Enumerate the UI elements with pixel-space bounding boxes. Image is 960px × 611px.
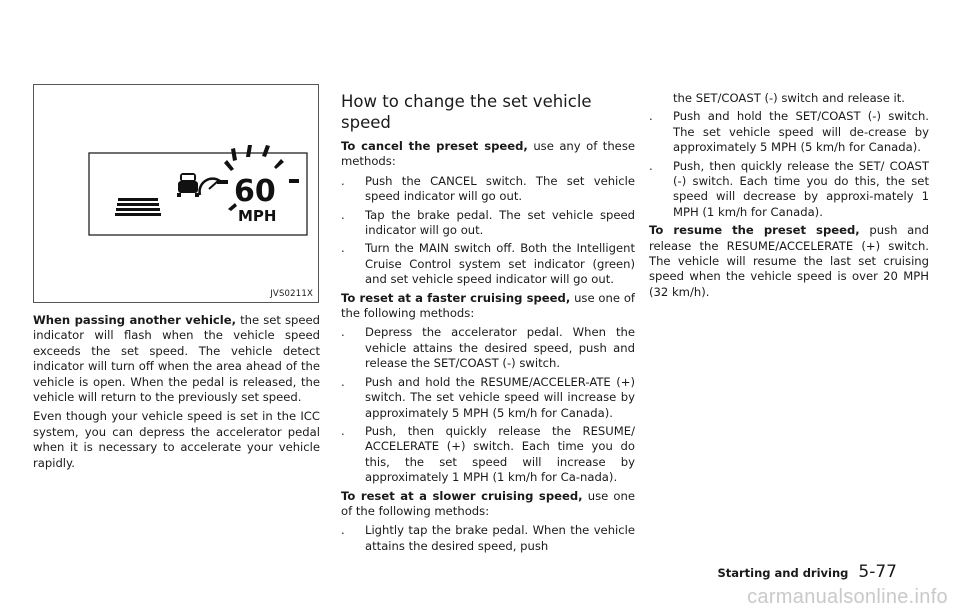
list-item-text: Depress the accelerator pedal. When the vehicle attains the desired speed, push and release the SET/COAST (-) switch. bbox=[365, 325, 635, 371]
bullet-mark: . bbox=[341, 423, 345, 438]
list-item bbox=[649, 159, 929, 221]
bullet-mark: . bbox=[341, 207, 345, 222]
right-column bbox=[649, 91, 929, 304]
page-footer bbox=[717, 562, 897, 582]
cancel-text: use any of these methods: bbox=[341, 139, 635, 169]
accelerate-paragraph: Even though your vehicle speed is set in the ICC system, you can depress the accelerator pedal when it is necessary to accelerate your vehicle rapidly. bbox=[33, 409, 320, 470]
speed-unit-label: MPH bbox=[238, 207, 277, 225]
faster-text: use one of the following methods: bbox=[341, 290, 635, 321]
list-item-text: the SET/COAST (-) switch and release it. bbox=[673, 91, 905, 105]
bullet-mark: . bbox=[341, 374, 345, 389]
list-item-text: Turn the MAIN switch off. Both the Intelligent Cruise Control system set indicator (green) and set vehicle speed indicator will go out. bbox=[365, 241, 635, 287]
watermark-text: carmanualsonline.info bbox=[747, 586, 948, 608]
speedometer-icon bbox=[200, 179, 220, 195]
list-item bbox=[649, 109, 929, 155]
distance-bars-icon bbox=[115, 198, 161, 216]
resume-text: push and release the RESUME/ACCELERATE (+) switch. The vehicle will resume the last set cruising speed when the vehicle speed is over 20 MPH (32 km/h). bbox=[649, 223, 929, 299]
set-speed-value: 60 bbox=[234, 174, 276, 209]
list-item bbox=[341, 174, 635, 205]
figure-code: JVS0211X bbox=[270, 289, 313, 299]
list-item bbox=[341, 523, 635, 554]
resume-paragraph bbox=[649, 223, 929, 300]
list-item bbox=[341, 241, 635, 287]
list-item-text: Push, then quickly release the SET/ COAST (-) switch. Each time you do this, the set speed will decrease by approxi-mately 1 MPH (1 km/h for Canada). bbox=[673, 158, 929, 219]
middle-column bbox=[341, 91, 635, 557]
list-item bbox=[341, 424, 635, 486]
slower-lead: To reset at a slower cruising speed, bbox=[341, 488, 583, 503]
list-item-text: Push the CANCEL switch. The set vehicle speed indicator will go out. bbox=[365, 173, 635, 204]
slower-text: use one of the following methods: bbox=[341, 488, 636, 518]
cancel-lead: To cancel the preset speed, bbox=[341, 139, 528, 153]
vehicle-ahead-icon bbox=[177, 173, 199, 197]
list-item-continued bbox=[649, 91, 929, 106]
page-number: 5-77 bbox=[858, 562, 897, 582]
icc-display-figure bbox=[33, 84, 319, 303]
passing-lead: When passing another vehicle, bbox=[33, 313, 237, 327]
left-column bbox=[33, 313, 320, 475]
cancel-intro bbox=[341, 139, 635, 170]
list-item bbox=[341, 208, 635, 239]
faster-intro bbox=[341, 291, 635, 322]
passing-paragraph bbox=[33, 313, 320, 405]
section-heading: How to change the set vehicle speed bbox=[341, 92, 592, 132]
resume-lead: To resume the preset speed, bbox=[649, 223, 860, 238]
list-item-text: Push, then quickly release the RESUME/ ACCELERATE (+) switch. Each time you do this, the set speed will increase by approximately 1 MPH (1 km/h for Ca-nada). bbox=[365, 423, 635, 485]
bullet-mark: . bbox=[341, 325, 345, 340]
passing-text: the set speed indicator will flash when the vehicle speed exceeds the set speed. The vehicle detect indicator will turn off when the area ahead of the vehicle is open. When the pedal is released, the vehicle will return to the previously set speed. bbox=[33, 313, 321, 405]
list-item bbox=[341, 325, 635, 371]
bullet-mark: . bbox=[649, 109, 653, 124]
bullet-mark: . bbox=[341, 523, 345, 538]
bullet-mark: . bbox=[341, 173, 345, 188]
list-item bbox=[341, 375, 635, 421]
list-item-text: Tap the brake pedal. The set vehicle speed indicator will go out. bbox=[365, 207, 635, 238]
bullet-mark: . bbox=[649, 158, 653, 173]
bullet-mark: . bbox=[341, 241, 345, 256]
icc-display-illustration bbox=[34, 85, 318, 302]
list-item-text: Push and hold the RESUME/ACCELER-ATE (+) switch. The set vehicle speed will increase by approximately 5 MPH (5 km/h for Canada). bbox=[365, 374, 635, 420]
faster-lead: To reset at a faster cruising speed, bbox=[341, 290, 571, 305]
list-item-text: Lightly tap the brake pedal. When the vehicle attains the desired speed, push bbox=[365, 523, 635, 553]
slower-intro bbox=[341, 489, 635, 520]
list-item-text: Push and hold the SET/COAST (-) switch. The set vehicle speed will de-crease by approximately 5 MPH (5 km/h for Canada). bbox=[673, 109, 929, 155]
section-name: Starting and driving bbox=[717, 566, 849, 580]
